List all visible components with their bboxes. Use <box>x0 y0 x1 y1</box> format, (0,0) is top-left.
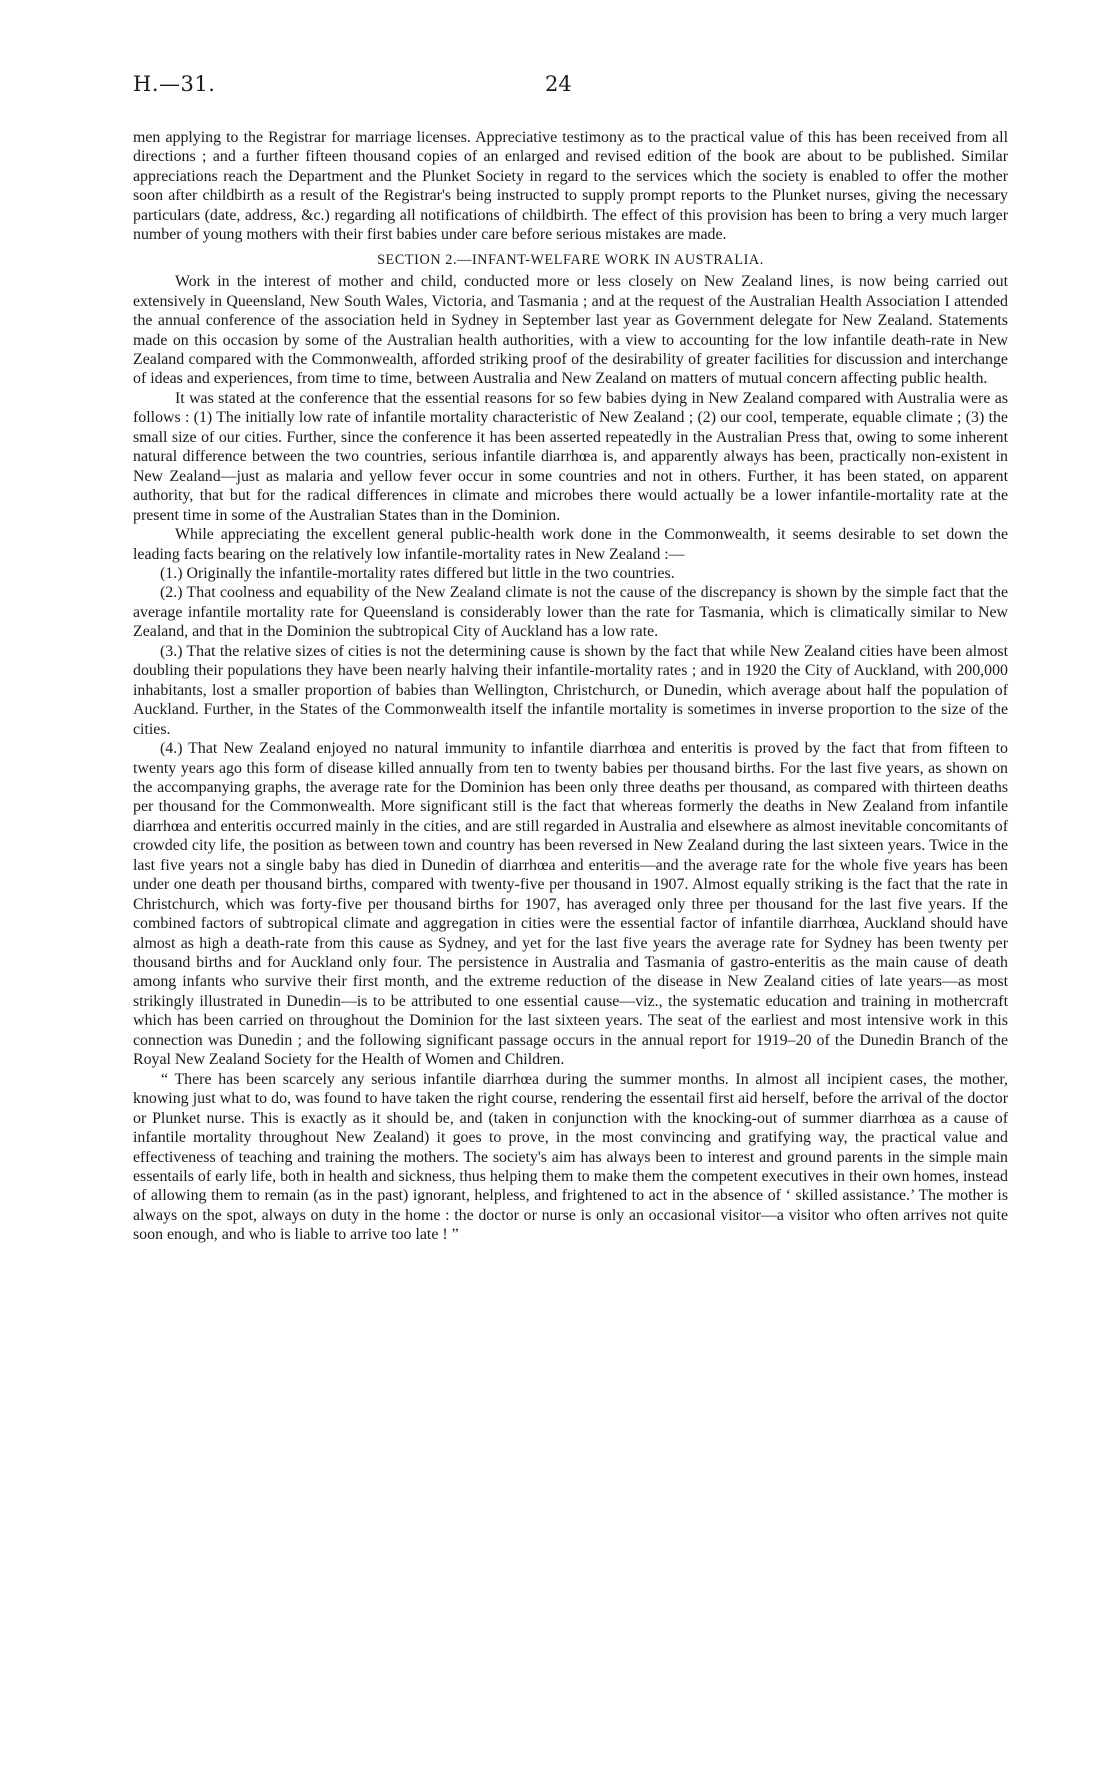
body-text <box>133 128 1008 1245</box>
paragraph-conference-reasons: It was stated at the conference that the essential reasons for so few babies dying in New Zealand compared with Australia were as follows : (1) The initially low rate of infantile mortality characteristic of New Zealand ; (2) our cool, temperate, equable climate ; (3) the small size of our cities. Further, since the conference it has been asserted repeatedly in the Australian Press that, owing to some inherent natural difference between the two countries, serious infantile diarrhœa is, and apparently always has been, practically non-existent in New Zealand—just as malaria and yellow fever occur in some countries and not in others. Further, it has been stated, on apparent authority, that but for the radical differences in climate and microbes there would actually be a lower infantile-mortality rate at the present time in some of the Australian States than in the Dominion. <box>133 389 1008 524</box>
list-item-2: (2.) That coolness and equability of the New Zealand climate is not the cause of the discrepancy is shown by the simple fact that the average infantile mortality rate for Queensland is considerably lower than the rate for Tasmania, which is climatically similar to New Zealand, and that in the Dominion the subtropical City of Auckland has a low rate. <box>133 584 1008 641</box>
page-reference: H.—31. <box>133 72 216 96</box>
list-item-1: (1.) Originally the infantile-mortality rates differed but little in the two countries. <box>160 564 675 582</box>
quoted-passage: “ There has been scarcely any serious infantile diarrhœa during the summer months. In almost all incipient cases, the mother, knowing just what to do, was found to have taken the right course, rendering the essentail first aid herself, before the arrival of the doctor or Plunket nurse. This is exactly as it should be, and (taken in conjunction with the knocking-out of summer diarrhœa as a cause of infantile mortality throughout New Zealand) it goes to prove, in the most convincing and gratifying way, the practical value and effectiveness of teaching and training the mothers. The society's aim has always been to interest and ground parents in the simple main essentails of early life, both in health and sickness, thus helping them to make them the competent executives in their own homes, instead of allowing them to remain (as in the past) ignorant, helpless, and frightened to act in the absence of ‘ skilled assistance.’ The mother is always on the spot, always on duty in the home : the doctor or nurse is only an occasional visitor—a visitor who often arrives not quite soon enough, and who is liable to arrive too late ! ” <box>133 1070 1008 1244</box>
list-item-4: (4.) That New Zealand enjoyed no natural immunity to infantile diarrhœa and enteritis is proved by the fact that from fifteen to twenty years ago this form of disease killed annually from ten to twenty babies per thousand births. For the last five years, as shown on the accompanying graphs, the average rate for the Dominion has been only three deaths per thousand, as compared with thirteen deaths per thousand for the Commonwealth. More significant still is the fact that whereas formerly the deaths in New Zealand from infantile diarrhœa and enteritis occurred mainly in the cities, and are still regarded in Australia and elsewhere as almost inevitable concomitants of crowded city life, the position as between town and country has been reversed in New Zealand during the last sixteen years. Twice in the last five years not a single baby has died in Dunedin of diarrhœa and enteritis—and the average rate for the whole five years has been under one death per thousand births, compared with twenty-five per thousand in 1907. Almost equally striking is the fact that the rate in Christchurch, which was forty-five per thousand births for 1907, has averaged only three per thousand for the last five years. If the combined factors of subtropical climate and aggregation in cities were the essential factor of infantile diarrhœa, Auckland should have almost as high a death-rate from this cause as Sydney, and yet for the last five years the average rate for Sydney has been twenty per thousand births and for Auckland only four. The persistence in Australia and Tasmania of gastro-enteritis as the main cause of death among infants who survive their first month, and the extreme reduction of the disease in New Zealand cities of late years—as most strikingly illustrated in Dunedin—is to be attributed to one essential cause—viz., the systematic education and training in mothercraft which has been carried on throughout the Dominion for the last sixteen years. The seat of the earliest and most intensive work in this connection was Dunedin ; and the following significant passage occurs in the annual report for 1919–20 of the Dunedin Branch of the Royal New Zealand Society for the Health of Women and Children. <box>133 740 1008 1069</box>
list-item-3: (3.) That the relative sizes of cities is not the determining cause is shown by the fact that while New Zealand cities have been almost doubling their populations they have been nearly halving their infantile-mortality rates ; and in 1920 the City of Auckland, with 200,000 inhabitants, lost a smaller proportion of babies than Wellington, Christchurch, or Dunedin, which average about half the population of Auckland. Further, in the States of the Commonwealth itself the infantile mortality is sometimes in inverse proportion to the size of the cities. <box>133 642 1008 738</box>
paragraph-leading-facts: While appreciating the excellent general public-health work done in the Commonwealth, it seems desirable to set down the leading facts bearing on the relatively low infantile-mortality rates in New Zealand :— <box>133 526 1008 563</box>
page-number: 24 <box>545 72 572 96</box>
page-header <box>133 72 1003 102</box>
paragraph-marriage-licenses: men applying to the Registrar for marriage licenses. Appreciative testimony as to the practical value of this has been received from all directions ; and a further fifteen thousand copies of an enlarged and revised edition of the book are about to be published. Similar appreciations reach the Department and the Plunket Society in regard to the services which the society is enabled to offer the mother soon after childbirth as a result of the Registrar's being instructed to supply prompt reports to the Plunket nurses, giving the necessary particulars (date, address, &c.) regarding all notifications of childbirth. The effect of this provision has been to bring a very much larger number of young mothers with their first babies under care before serious mistakes are made. <box>133 129 1008 244</box>
section-heading: SECTION 2.—INFANT-WELFARE WORK IN AUSTRALIA. <box>377 251 764 268</box>
paragraph-australia-work: Work in the interest of mother and child, conducted more or less closely on New Zealand lines, is now being carried out extensively in Queensland, New South Wales, Victoria, and Tasmania ; and at the request of the Australian Health Association I attended the annual conference of the association held in Sydney in September last year as Government delegate for New Zealand. Statements made on this occasion by some of the Australian health authorities, with a view to accounting for the low infantile death-rate in New Zealand compared with the Commonwealth, afforded striking proof of the desirability of greater facilities for discussion and interchange of ideas and experiences, from time to time, between Australia and New Zealand on matters of mutual concern affecting public health. <box>133 273 1008 388</box>
